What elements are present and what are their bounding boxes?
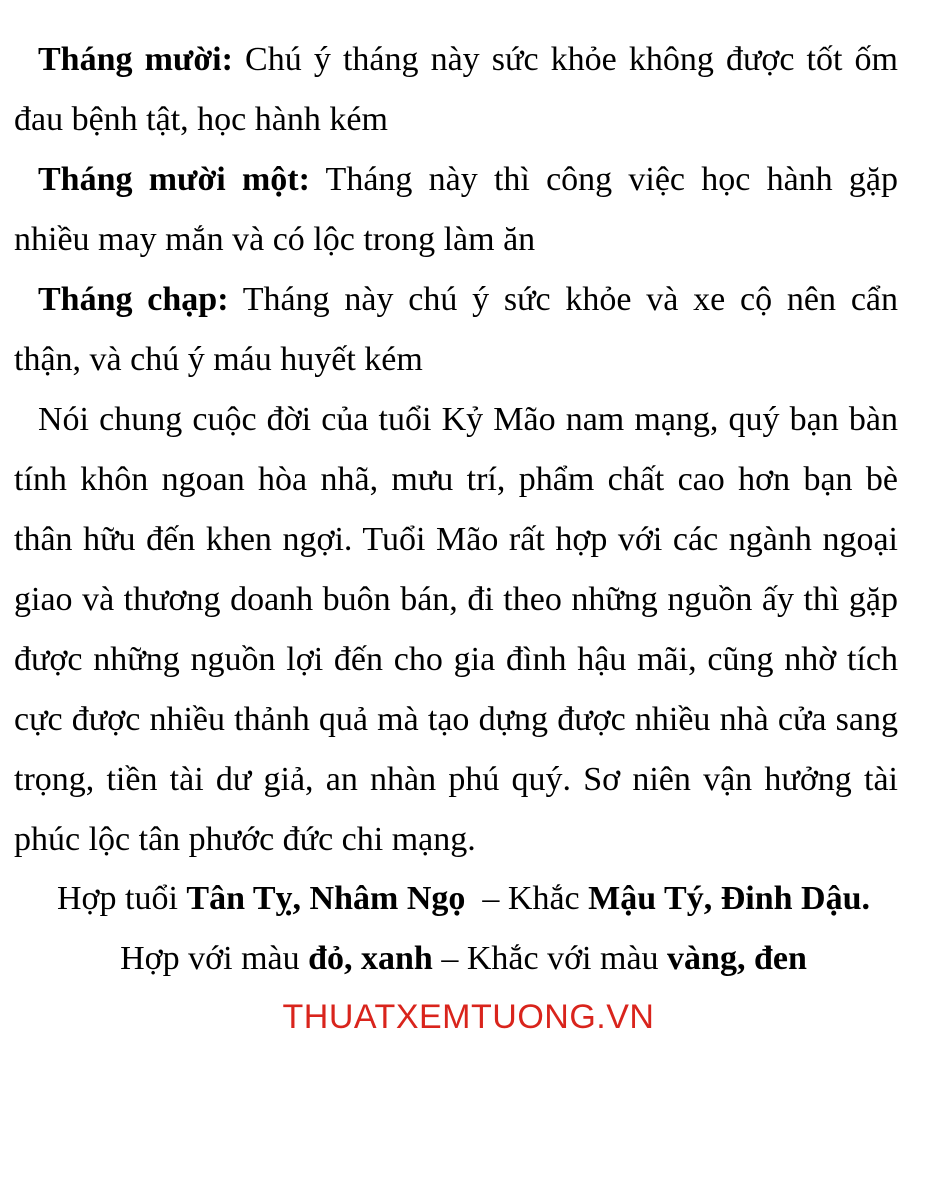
compatible-ages: Tân Tỵ, Nhâm Ngọ: [186, 880, 466, 917]
month-text: Chú ý tháng này sức khỏe không được tốt ốm đau bệnh tật, học hành kém: [14, 41, 899, 138]
incompatible-ages: Mậu Tý, Đinh Dậu.: [588, 880, 871, 917]
month-text: Tháng này chú ý sức khỏe và xe cộ nên cẩn thận, và chú ý máu huyết kém: [14, 281, 898, 378]
website-watermark: THUATXEMTUONG.VN: [282, 998, 655, 1036]
month-label: Tháng chạp:: [38, 281, 229, 318]
month-eleven-paragraph: [14, 150, 898, 270]
month-label: Tháng mười:: [38, 41, 233, 78]
compatible-age-line: Hợp tuổi Tân Tỵ, Nhâm Ngọ – Khắc Mậu Tý, Đinh Dậu.: [56, 880, 871, 917]
month-ten-paragraph: [14, 30, 898, 150]
summary-paragraph: [14, 390, 898, 870]
month-text: Tháng này thì công việc học hành gặp nhiều may mắn và có lộc trong làm ăn: [14, 161, 898, 258]
month-twelve-paragraph: [14, 270, 898, 390]
month-label: Tháng mười một:: [38, 161, 310, 198]
summary-text: Nói chung cuộc đời của tuổi Kỷ Mão nam mạng, quý bạn bàn tính khôn ngoan hòa nhã, mưu trí, phẩm chất cao hơn bạn bè thân hữu đến khen ngợi. Tuổi Mão rất hợp với các ngành ngoại giao và thương doanh buôn bán, đi theo những nguồn ấy thì gặp được những nguồn lợi đến cho gia đình hậu mãi, cũng nhờ tích cực được nhiều thảnh quả mà tạo dựng được nhiều nhà cửa sang trọng, tiền tài dư giả, an nhàn phú quý. Sơ niên vận hưởng tài phúc lộc tân phước đức chi mạng.: [14, 401, 898, 858]
compatible-colors: đỏ, xanh: [308, 940, 433, 977]
incompatible-colors: vàng, đen: [667, 940, 807, 977]
compatible-color-line: Hợp với màu đỏ, xanh – Khắc với màu vàng, đen: [120, 940, 807, 977]
